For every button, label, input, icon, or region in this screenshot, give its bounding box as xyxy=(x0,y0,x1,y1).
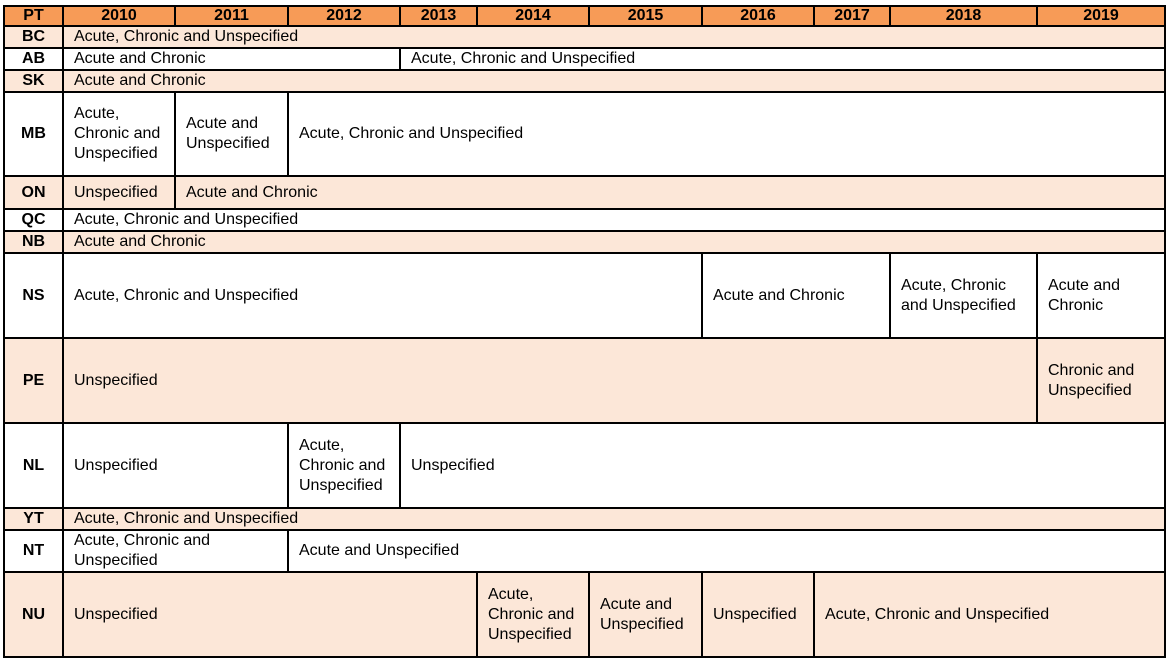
header-cell-2019: 2019 xyxy=(1037,6,1165,26)
reporting-category-cell: Acute and Chronic xyxy=(1037,253,1165,338)
table-body xyxy=(4,26,1165,657)
province-code-cell: MB xyxy=(4,92,63,176)
header-row xyxy=(4,6,1165,26)
reporting-category-cell: Unspecified xyxy=(400,423,1165,508)
reporting-category-cell: Unspecified xyxy=(63,176,175,209)
province-code-cell: SK xyxy=(4,70,63,92)
reporting-category-cell: Acute and Chronic xyxy=(63,48,400,70)
table-row xyxy=(4,26,1165,48)
reporting-category-cell: Acute, Chronic and Unspecified xyxy=(63,253,702,338)
province-code-cell: AB xyxy=(4,48,63,70)
reporting-category-cell: Acute, Chronic and Unspecified xyxy=(63,26,1165,48)
province-code-cell: NU xyxy=(4,572,63,657)
reporting-category-cell: Unspecified xyxy=(63,423,288,508)
header-cell-2014: 2014 xyxy=(477,6,589,26)
header-cell-2011: 2011 xyxy=(175,6,288,26)
reporting-category-cell: Acute, Chronic and Unspecified xyxy=(890,253,1037,338)
reporting-category-cell: Acute and Chronic xyxy=(63,231,1165,253)
header-cell-2018: 2018 xyxy=(890,6,1037,26)
province-code-cell: NB xyxy=(4,231,63,253)
header-cell-2013: 2013 xyxy=(400,6,477,26)
reporting-category-cell: Acute and Unspecified xyxy=(589,572,702,657)
table-row xyxy=(4,176,1165,209)
reporting-category-cell: Unspecified xyxy=(63,338,1037,423)
reporting-category-cell: Acute and Chronic xyxy=(175,176,1165,209)
table-row xyxy=(4,530,1165,572)
reporting-category-cell: Acute, Chronic and Unspecified xyxy=(63,530,288,572)
table-row xyxy=(4,423,1165,508)
province-code-cell: PE xyxy=(4,338,63,423)
reporting-category-cell: Acute, Chronic and Unspecified xyxy=(63,209,1165,231)
reporting-category-cell: Acute and Unspecified xyxy=(288,530,1165,572)
table-row xyxy=(4,572,1165,657)
header-cell-pt: PT xyxy=(4,6,63,26)
header-cell-2012: 2012 xyxy=(288,6,400,26)
province-code-cell: NS xyxy=(4,253,63,338)
reporting-category-cell: Acute, Chronic and Unspecified xyxy=(63,508,1165,530)
table-row xyxy=(4,209,1165,231)
reporting-category-cell: Acute and Chronic xyxy=(63,70,1165,92)
table-row xyxy=(4,338,1165,423)
data-table xyxy=(3,5,1166,658)
table-row xyxy=(4,231,1165,253)
header-cell-2017: 2017 xyxy=(814,6,890,26)
province-code-cell: QC xyxy=(4,209,63,231)
reporting-category-cell: Acute and Chronic xyxy=(702,253,890,338)
reporting-category-cell: Unspecified xyxy=(702,572,814,657)
header-cell-2015: 2015 xyxy=(589,6,702,26)
reporting-category-cell: Unspecified xyxy=(63,572,477,657)
table-row xyxy=(4,70,1165,92)
reporting-category-cell: Acute, Chronic and Unspecified xyxy=(477,572,589,657)
province-code-cell: NL xyxy=(4,423,63,508)
table-row xyxy=(4,253,1165,338)
reporting-category-cell: Acute and Unspecified xyxy=(175,92,288,176)
data-table-container xyxy=(3,5,1166,658)
province-code-cell: ON xyxy=(4,176,63,209)
table-row xyxy=(4,48,1165,70)
reporting-category-cell: Acute, Chronic and Unspecified xyxy=(288,423,400,508)
reporting-category-cell: Acute, Chronic and Unspecified xyxy=(288,92,1165,176)
header-cell-2010: 2010 xyxy=(63,6,175,26)
reporting-category-cell: Acute, Chronic and Unspecified xyxy=(814,572,1165,657)
table-row xyxy=(4,508,1165,530)
province-code-cell: YT xyxy=(4,508,63,530)
header-cell-2016: 2016 xyxy=(702,6,814,26)
reporting-category-cell: Acute, Chronic and Unspecified xyxy=(400,48,1165,70)
province-code-cell: BC xyxy=(4,26,63,48)
table-row xyxy=(4,92,1165,176)
reporting-category-cell: Acute, Chronic and Unspecified xyxy=(63,92,175,176)
province-code-cell: NT xyxy=(4,530,63,572)
reporting-category-cell: Chronic and Unspecified xyxy=(1037,338,1165,423)
